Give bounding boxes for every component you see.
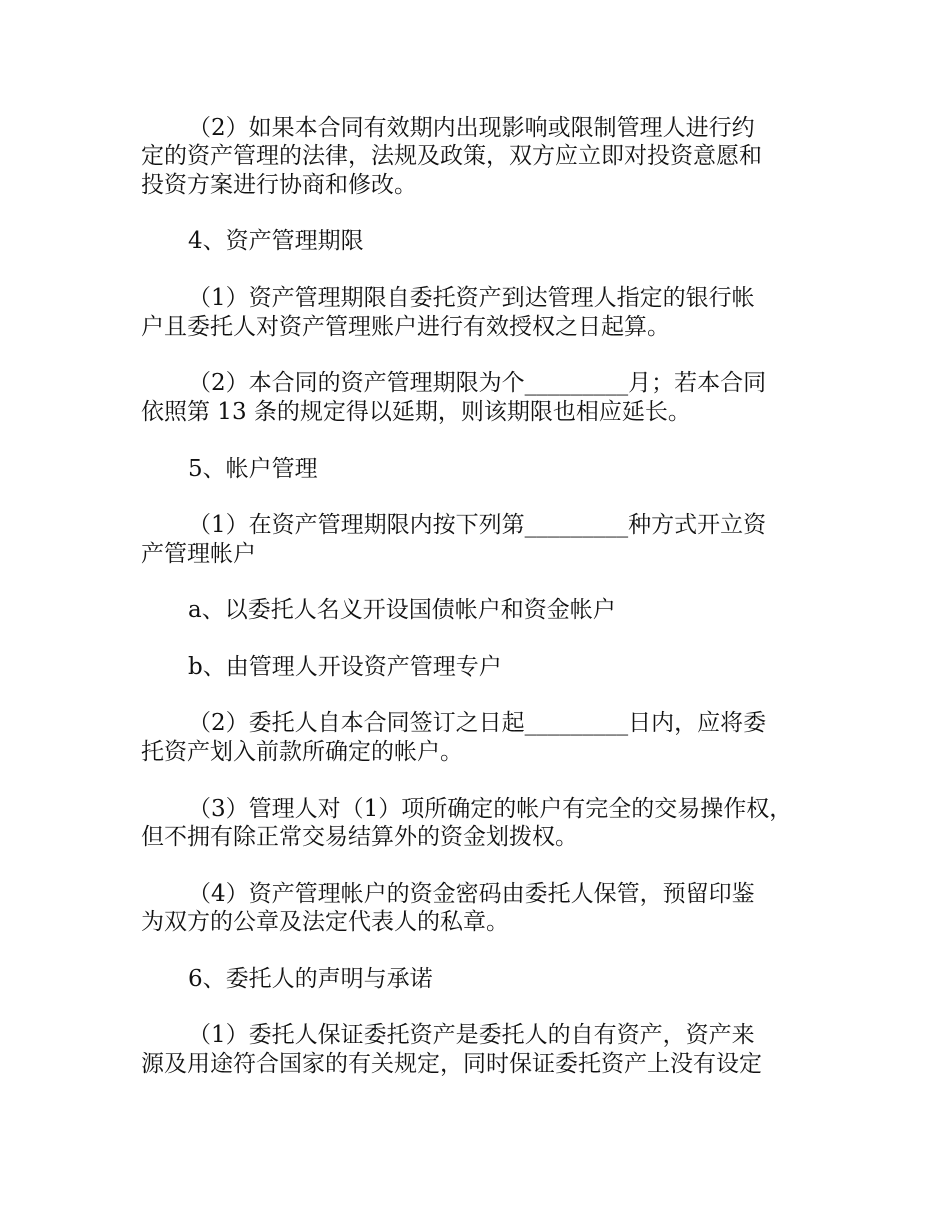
list-item: b、由管理人开设资产管理专户 xyxy=(188,654,502,680)
paragraph-line: 依照第 13 条的规定得以延期，则该期限也相应延长。 xyxy=(141,399,691,425)
list-item: a、以委托人名义开设国债帐户和资金帐户 xyxy=(188,597,616,623)
paragraph-line: （1）资产管理期限自委托资产到达管理人指定的银行帐 xyxy=(188,285,755,311)
paragraph-line: （4）资产管理帐户的资金密码由委托人保管，预留印鉴 xyxy=(188,881,755,907)
paragraph-line: （2）本合同的资产管理期限为个_________月；若本合同 xyxy=(188,370,767,396)
section-heading: 5、帐户管理 xyxy=(188,456,318,482)
paragraph-line: 为双方的公章及法定代表人的私章。 xyxy=(141,909,509,935)
paragraph-line: （1）委托人保证委托资产是委托人的自有资产，资产来 xyxy=(188,1022,755,1048)
section-heading: 4、资产管理期限 xyxy=(188,228,364,254)
paragraph-line: （3）管理人对（1）项所确定的帐户有完全的交易操作权， xyxy=(188,796,793,822)
paragraph-line: 但不拥有除正常交易结算外的资金划拨权。 xyxy=(141,824,578,850)
paragraph-line: （1）在资产管理期限内按下列第_________种方式开立资 xyxy=(188,512,767,538)
section-heading: 6、委托人的声明与承诺 xyxy=(188,966,433,992)
paragraph-line: （2）如果本合同有效期内出现影响或限制管理人进行约 xyxy=(188,115,755,141)
paragraph-line: 产管理帐户 xyxy=(141,541,256,567)
paragraph-line: 定的资产管理的法律，法规及政策，双方应立即对投资意愿和 xyxy=(141,143,762,169)
paragraph-line: 投资方案进行协商和修改。 xyxy=(141,172,417,198)
paragraph-line: 源及用途符合国家的有关规定，同时保证委托资产上没有设定 xyxy=(141,1051,762,1077)
paragraph-line: （2）委托人自本合同签订之日起_________日内，应将委 xyxy=(188,710,767,736)
paragraph-line: 户且委托人对资产管理账户进行有效授权之日起算。 xyxy=(141,314,670,340)
paragraph-line: 托资产划入前款所确定的帐户。 xyxy=(141,739,463,765)
